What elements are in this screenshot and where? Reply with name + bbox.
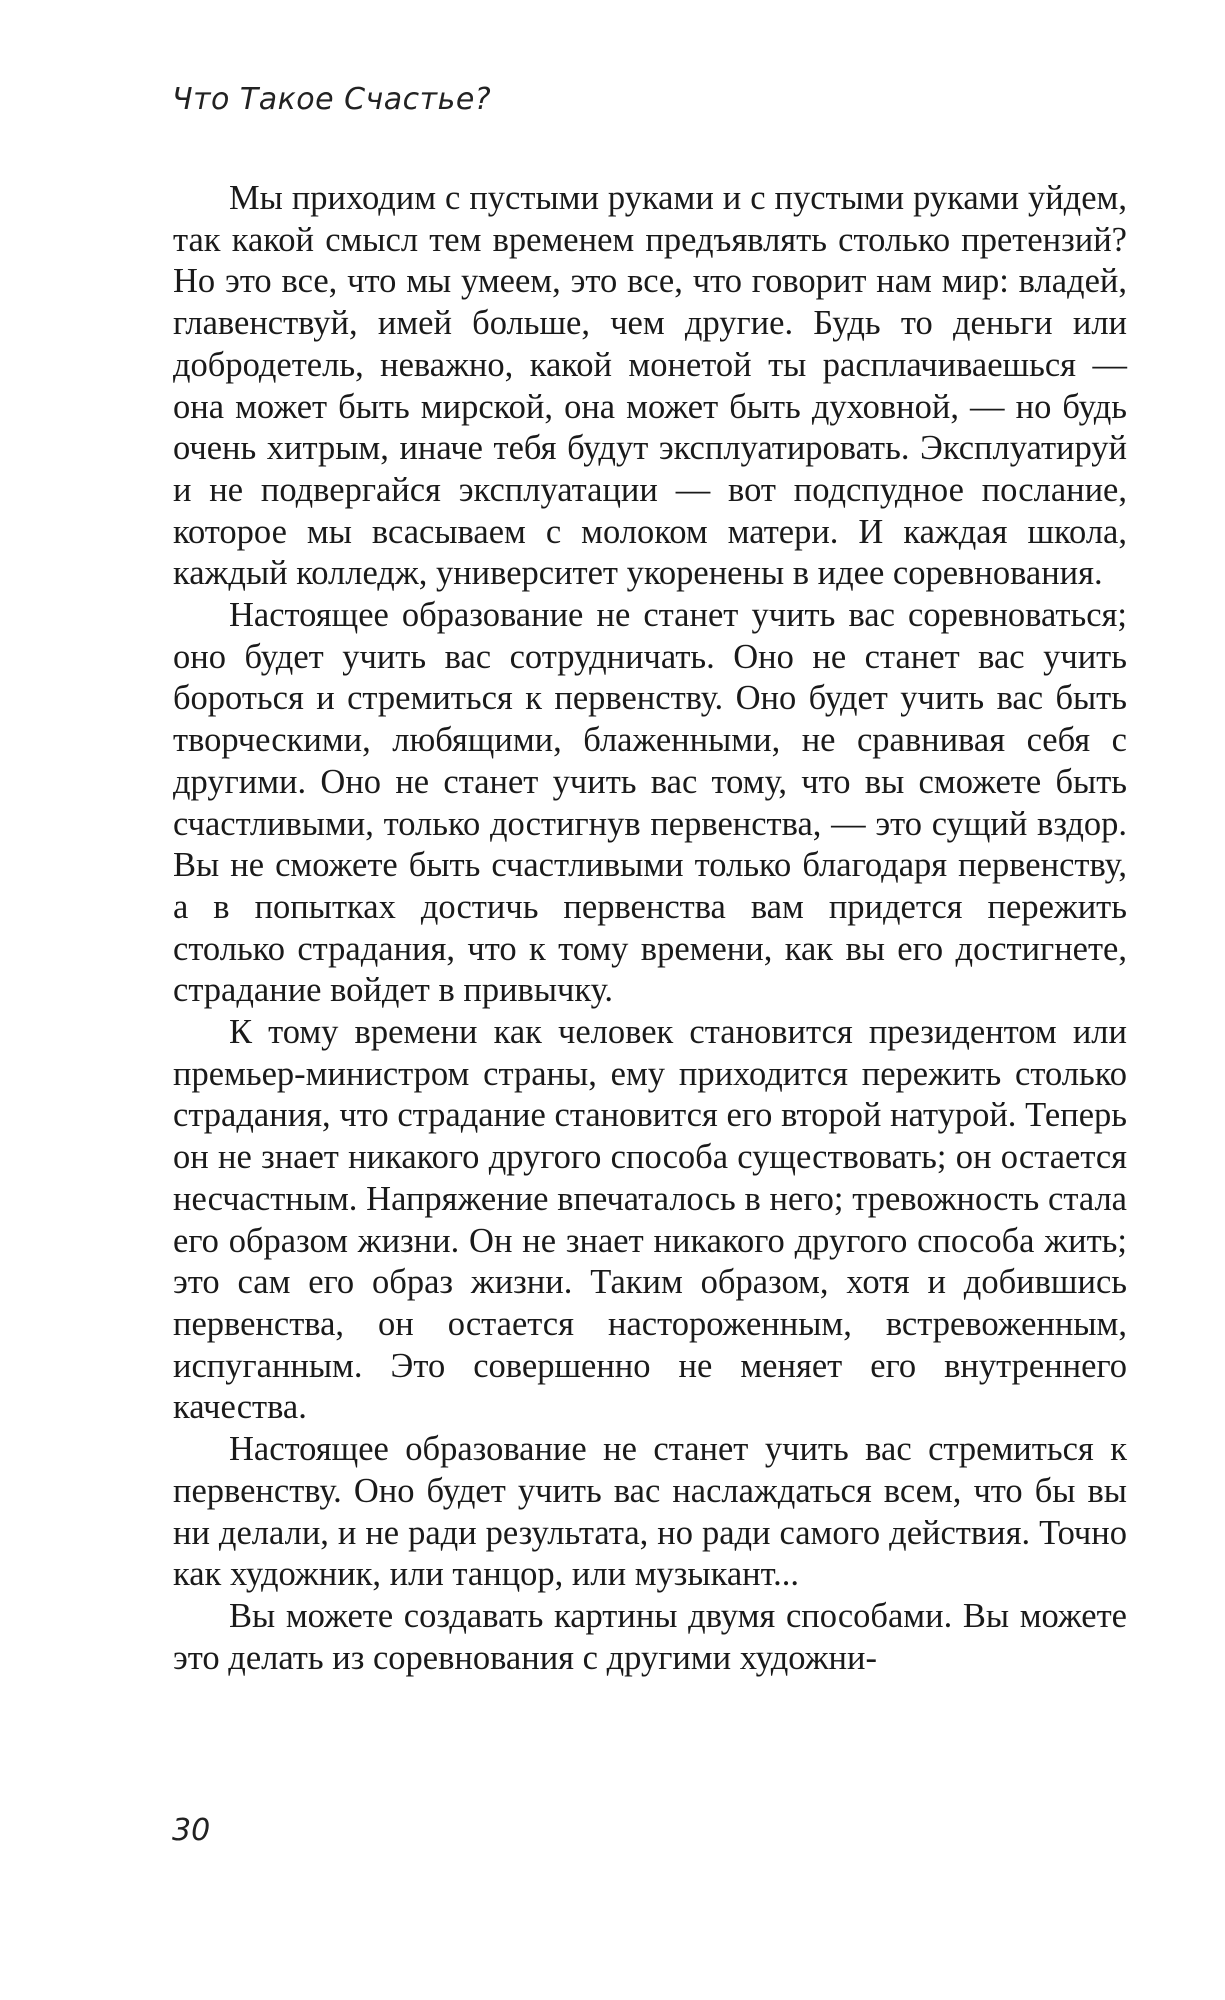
paragraph: Настоящее образование не станет учить вас соревноваться; оно будет учить вас сотрудничать. Оно не станет вас учить бороться и стремиться к первенству. Оно будет учить вас быть творческими, любящими, блаженными, не сравнивая себя с другими. Оно не станет учить вас тому, что вы сможете быть счастливыми, только достигнув первенства, — это сущий вздор. Вы не сможете быть счастливыми только благодаря первенству, а в попытках достичь первенства вам придется пережить столько страдания, что к тому времени, как вы его достигнете, страдание войдет в привычку. <box>173 596 1127 1010</box>
paragraph: Вы можете создавать картины двумя способами. Вы можете это делать из соревнования с другими художни- <box>173 1596 1127 1677</box>
running-head: Что Такое Счастье? <box>172 82 492 117</box>
paragraph: К тому времени как человек становится президентом или премьер-министром страны, ему приходится пережить столько страдания, что страдание становится его второй натурой. Теперь он не знает никакого другого способа существовать; он остается несчастным. Напряжение впечаталось в него; тревожность стала его образом жизни. Он не знает никакого другого способа жить; это сам его образ жизни. Таким образом, хотя и добившись первенства, он остается настороженным, встревоженным, испуганным. Это совершенно не меняет его внутреннего качества. <box>173 1013 1127 1427</box>
paragraph: Мы приходим с пустыми руками и с пустыми руками уйдем, так какой смысл тем временем предъявлять столько претензий? Но это все, что мы умеем, это все, что говорит нам мир: владей, главенствуй, имей больше, чем другие. Будь то деньги или добродетель, неважно, какой монетой ты расплачиваешься — она может быть мирской, она может быть духовной, — но будь очень хитрым, иначе тебя будут эксплуатировать. Эксплуатируй и не подвергайся эксплуатации — вот подспудное послание, которое мы всасываем с молоком матери. И каждая школа, каждый колледж, университет укоренены в идее соревнования. <box>173 179 1127 593</box>
paragraph: Настоящее образование не станет учить вас стремиться к первенству. Оно будет учить вас наслаждаться всем, что бы вы ни делали, и не ради результата, но ради самого действия. Точно как художник, или танцор, или музыкант... <box>173 1430 1127 1594</box>
page-number: 30 <box>172 1813 211 1848</box>
body-text <box>173 178 1127 1679</box>
